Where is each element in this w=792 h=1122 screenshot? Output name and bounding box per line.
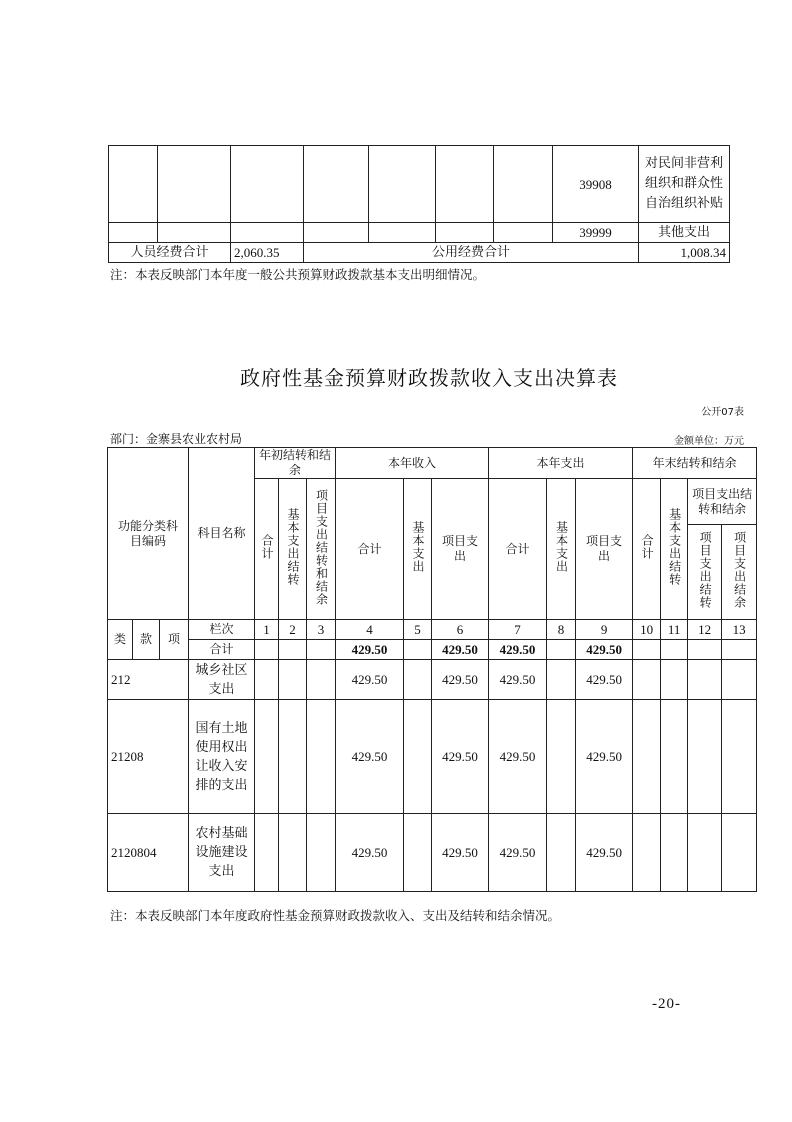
- col-number: 13: [722, 620, 757, 640]
- kuan-header: 款: [133, 620, 160, 660]
- lanci-header: 栏次: [189, 620, 255, 640]
- col-number: 2: [279, 620, 307, 640]
- income-project-header: 项目支出: [432, 479, 489, 620]
- end-total-header: 合计: [640, 534, 655, 560]
- table-row: [108, 814, 757, 892]
- end-project-group-header: 项目支出结转和结余: [688, 479, 757, 525]
- personnel-label: 人员经费合计: [109, 243, 231, 263]
- personnel-value: 2,060.35: [231, 243, 304, 263]
- note-1: 注：本表反映部门本年度一般公共预算财政拨款基本支出明细情况。: [110, 267, 486, 282]
- subject-name: 国有土地使用权出让收入安排的支出: [189, 700, 255, 814]
- form-number: 公开07表: [701, 407, 744, 418]
- subject-code: 212: [108, 660, 189, 700]
- expense-total: 429.50: [489, 700, 547, 814]
- public-value: 1,008.34: [639, 243, 730, 263]
- income-basic-header: 基本支出: [411, 521, 426, 573]
- col-number: 6: [432, 620, 489, 640]
- income-total: 429.50: [336, 700, 404, 814]
- total-expense-project: 429.50: [576, 640, 633, 660]
- col-number: 11: [661, 620, 688, 640]
- income-project: 429.50: [432, 814, 489, 892]
- expense-project: 429.50: [576, 700, 633, 814]
- public-label: 公用经费合计: [304, 243, 639, 263]
- total-income-project: 429.50: [432, 640, 489, 660]
- end-project-carry-header: 项目支出结转: [698, 531, 713, 609]
- expense-project-header: 项目支出: [576, 479, 633, 620]
- total-expense: 429.50: [489, 640, 547, 660]
- expense-project: 429.50: [576, 660, 633, 700]
- subject-code: 39999: [553, 223, 639, 243]
- total-header: 合计: [260, 534, 275, 560]
- total-row: [108, 640, 757, 660]
- subject-name: 对民间非营利组织和群众性自治组织补贴: [639, 146, 730, 223]
- subject-name: 城乡社区支出: [189, 660, 255, 700]
- col-number: 7: [489, 620, 547, 640]
- begin-header: 年初结转和结余: [255, 448, 336, 479]
- income-total: 429.50: [336, 814, 404, 892]
- subject-name-header: 科目名称: [189, 448, 255, 620]
- col-number: 12: [688, 620, 722, 640]
- department-label: 部门：金寨县农业农村局: [110, 432, 243, 446]
- expense-header: 本年支出: [489, 448, 633, 479]
- end-header: 年末结转和结余: [633, 448, 757, 479]
- end-project-balance-header: 项目支出结余: [732, 531, 747, 609]
- unit-label: 金额单位：万元: [674, 436, 744, 447]
- expense-total-header: 合计: [489, 479, 547, 620]
- expense-project: 429.50: [576, 814, 633, 892]
- col-number: 5: [404, 620, 432, 640]
- subject-code: 21208: [108, 700, 189, 814]
- expense-total: 429.50: [489, 814, 547, 892]
- subject-name: 其他支出: [639, 223, 730, 243]
- expense-basic-header: 基本支出: [554, 521, 569, 573]
- top-table: [108, 145, 730, 263]
- fund-table: [107, 447, 757, 892]
- lei-header: 类: [108, 620, 133, 660]
- income-total-header: 合计: [336, 479, 404, 620]
- page-number: -20-: [652, 996, 681, 1012]
- col-number: 1: [255, 620, 279, 640]
- subject-code: 2120804: [108, 814, 189, 892]
- col-number: 9: [576, 620, 633, 640]
- table-row: [108, 660, 757, 700]
- expense-total: 429.50: [489, 660, 547, 700]
- col-number: 4: [336, 620, 404, 640]
- func-code-header: 功能分类科目编码: [108, 448, 189, 620]
- project-carry-balance-header: 项目支出结转和结余: [314, 488, 329, 606]
- income-total: 429.50: [336, 660, 404, 700]
- col-number: 10: [633, 620, 661, 640]
- income-project: 429.50: [432, 700, 489, 814]
- summary-row: [109, 243, 730, 263]
- table-row: [109, 223, 730, 243]
- col-number: 3: [307, 620, 336, 640]
- income-project: 429.50: [432, 660, 489, 700]
- end-basic-carry-header: 基本支出结转: [667, 508, 682, 586]
- table-row: [108, 700, 757, 814]
- col-number: 8: [547, 620, 576, 640]
- note-2: 注：本表反映部门本年度政府性基金预算财政拨款收入、支出及结转和结余情况。: [110, 908, 561, 923]
- subject-name: 农村基础设施建设支出: [189, 814, 255, 892]
- xiang-header: 项: [160, 620, 189, 660]
- basic-carry-header: 基本支出结转: [286, 508, 301, 586]
- subject-code: 39908: [553, 146, 639, 223]
- income-header: 本年收入: [336, 448, 489, 479]
- total-income: 429.50: [336, 640, 404, 660]
- table-row: [109, 146, 730, 223]
- page-title: 政府性基金预算财政拨款收入支出决算表: [240, 366, 618, 390]
- total-label: 合计: [189, 640, 255, 660]
